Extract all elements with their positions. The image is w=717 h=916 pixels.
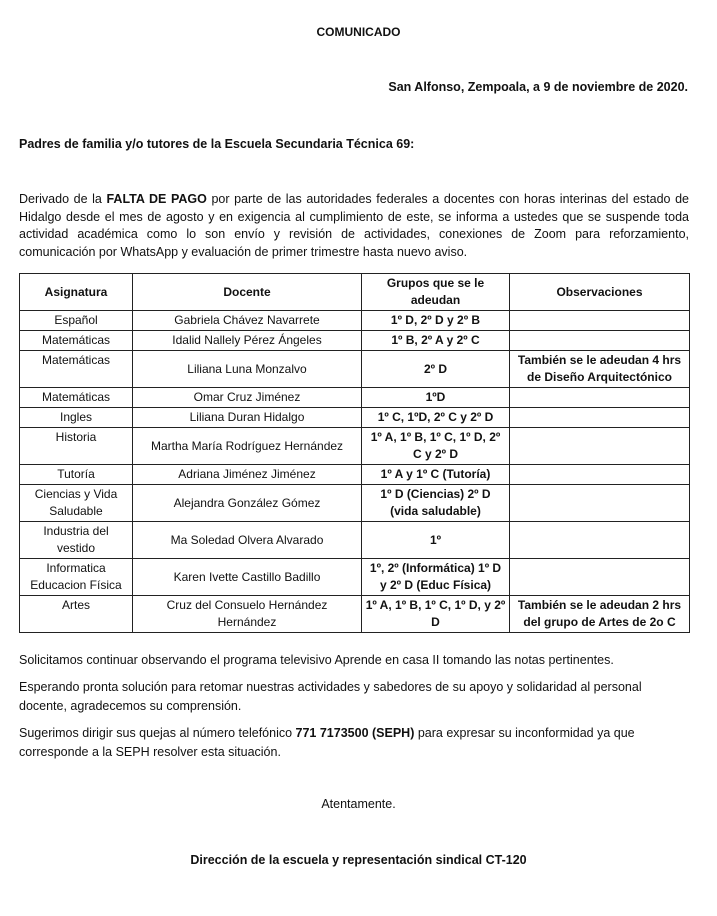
cell-subject: Ciencias y Vida Saludable bbox=[20, 485, 133, 522]
cell-subject: Artes bbox=[20, 596, 133, 633]
cell-notes bbox=[510, 559, 690, 596]
cell-subject: Matemáticas bbox=[20, 388, 133, 408]
intro-prefix: Derivado de la bbox=[19, 192, 107, 206]
cell-notes bbox=[510, 311, 690, 331]
table-row bbox=[20, 465, 690, 485]
cell-subject: Matemáticas bbox=[20, 331, 133, 351]
header-teacher: Docente bbox=[133, 274, 362, 311]
cell-teacher: Alejandra González Gómez bbox=[133, 485, 362, 522]
table-header-row bbox=[20, 274, 690, 311]
cell-groups: 1º D (Ciencias) 2º D (vida saludable) bbox=[362, 485, 510, 522]
cell-groups: 1º A, 1º B, 1º C, 1º D, 2º C y 2º D bbox=[362, 428, 510, 465]
paragraph-solution: Esperando pronta solución para retomar nuestras actividades y sabedores de su apoyo y solidaridad al personal docente, agradecemos su comprensión. bbox=[19, 680, 642, 713]
cell-teacher: Karen Ivette Castillo Badillo bbox=[133, 559, 362, 596]
table-row bbox=[20, 311, 690, 331]
cell-notes bbox=[510, 408, 690, 428]
cell-teacher: Gabriela Chávez Navarrete bbox=[133, 311, 362, 331]
cell-notes: También se le adeudan 4 hrs de Diseño Arquitectónico bbox=[510, 351, 690, 388]
signature: Dirección de la escuela y representación sindical CT-120 bbox=[190, 853, 527, 867]
complaints-prefix: Sugerimos dirigir sus quejas al número telefónico bbox=[19, 726, 296, 740]
paragraph-complaints bbox=[19, 724, 689, 761]
closing: Atentamente. bbox=[321, 797, 396, 811]
cell-teacher: Cruz del Consuelo Hernández Hernández bbox=[133, 596, 362, 633]
salutation: Padres de familia y/o tutores de la Escuela Secundaria Técnica 69: bbox=[19, 137, 415, 151]
cell-groups: 1º B, 2º A y 2º C bbox=[362, 331, 510, 351]
cell-teacher: Idalid Nallely Pérez Ángeles bbox=[133, 331, 362, 351]
unpaid-groups-table bbox=[19, 273, 690, 633]
cell-subject: Tutoría bbox=[20, 465, 133, 485]
table-row bbox=[20, 331, 690, 351]
cell-subject: Español bbox=[20, 311, 133, 331]
table-row bbox=[20, 408, 690, 428]
paragraph-tv-program: Solicitamos continuar observando el programa televisivo Aprende en casa II tomando las notas pertinentes. bbox=[19, 653, 614, 667]
intro-paragraph bbox=[19, 191, 689, 261]
header-subject: Asignatura bbox=[20, 274, 133, 311]
cell-subject: Informatica Educacion Física bbox=[20, 559, 133, 596]
cell-groups: 1ºD bbox=[362, 388, 510, 408]
phone-number: 771 7173500 (SEPH) bbox=[295, 726, 415, 740]
cell-groups: 1º D, 2º D y 2º B bbox=[362, 311, 510, 331]
cell-notes: También se le adeudan 2 hrs del grupo de Artes de 2o C bbox=[510, 596, 690, 633]
cell-teacher: Ma Soledad Olvera Alvarado bbox=[133, 522, 362, 559]
cell-groups: 1º bbox=[362, 522, 510, 559]
table-row bbox=[20, 351, 690, 388]
cell-teacher: Omar Cruz Jiménez bbox=[133, 388, 362, 408]
cell-subject: Industria del vestido bbox=[20, 522, 133, 559]
cell-groups: 2º D bbox=[362, 351, 510, 388]
table-row bbox=[20, 559, 690, 596]
cell-notes bbox=[510, 485, 690, 522]
cell-notes bbox=[510, 465, 690, 485]
table-row bbox=[20, 485, 690, 522]
cell-subject: Matemáticas bbox=[20, 351, 133, 388]
place-and-date: San Alfonso, Zempoala, a 9 de noviembre de 2020. bbox=[388, 80, 688, 94]
intro-highlight: FALTA DE PAGO bbox=[106, 192, 207, 206]
cell-subject: Ingles bbox=[20, 408, 133, 428]
table-row bbox=[20, 428, 690, 465]
cell-groups: 1º, 2º (Informática) 1º D y 2º D (Educ Física) bbox=[362, 559, 510, 596]
cell-teacher: Liliana Luna Monzalvo bbox=[133, 351, 362, 388]
header-groups: Grupos que se le adeudan bbox=[362, 274, 510, 311]
cell-teacher: Martha María Rodríguez Hernández bbox=[133, 428, 362, 465]
cell-teacher: Adriana Jiménez Jiménez bbox=[133, 465, 362, 485]
cell-notes bbox=[510, 388, 690, 408]
cell-subject: Historia bbox=[20, 428, 133, 465]
table-row bbox=[20, 388, 690, 408]
document-title: COMUNICADO bbox=[316, 25, 401, 39]
table-row bbox=[20, 596, 690, 633]
header-notes: Observaciones bbox=[510, 274, 690, 311]
intro-rest: por parte de las autoridades federales a docentes con horas interinas del estado de Hidalgo desde el mes de agosto y en exigencia al cumplimiento de este, se informa a ustedes que se suspende toda actividad académica como lo son envío y revisión de actividades, conexiones de Zoom para reforzamiento, comunicación por WhatsApp y evaluación de primer trimestre hasta nuevo aviso. bbox=[19, 192, 689, 259]
cell-teacher: Liliana Duran Hidalgo bbox=[133, 408, 362, 428]
table-row bbox=[20, 522, 690, 559]
cell-groups: 1º A, 1º B, 1º C, 1º D, y 2º D bbox=[362, 596, 510, 633]
cell-groups: 1º A y 1º C (Tutoría) bbox=[362, 465, 510, 485]
table-body bbox=[20, 311, 690, 633]
cell-groups: 1º C, 1ºD, 2º C y 2º D bbox=[362, 408, 510, 428]
cell-notes bbox=[510, 428, 690, 465]
cell-notes bbox=[510, 331, 690, 351]
cell-notes bbox=[510, 522, 690, 559]
complaints-suffix: para expresar su inconformidad ya que corresponde a la SEPH resolver esta situación. bbox=[19, 726, 635, 759]
